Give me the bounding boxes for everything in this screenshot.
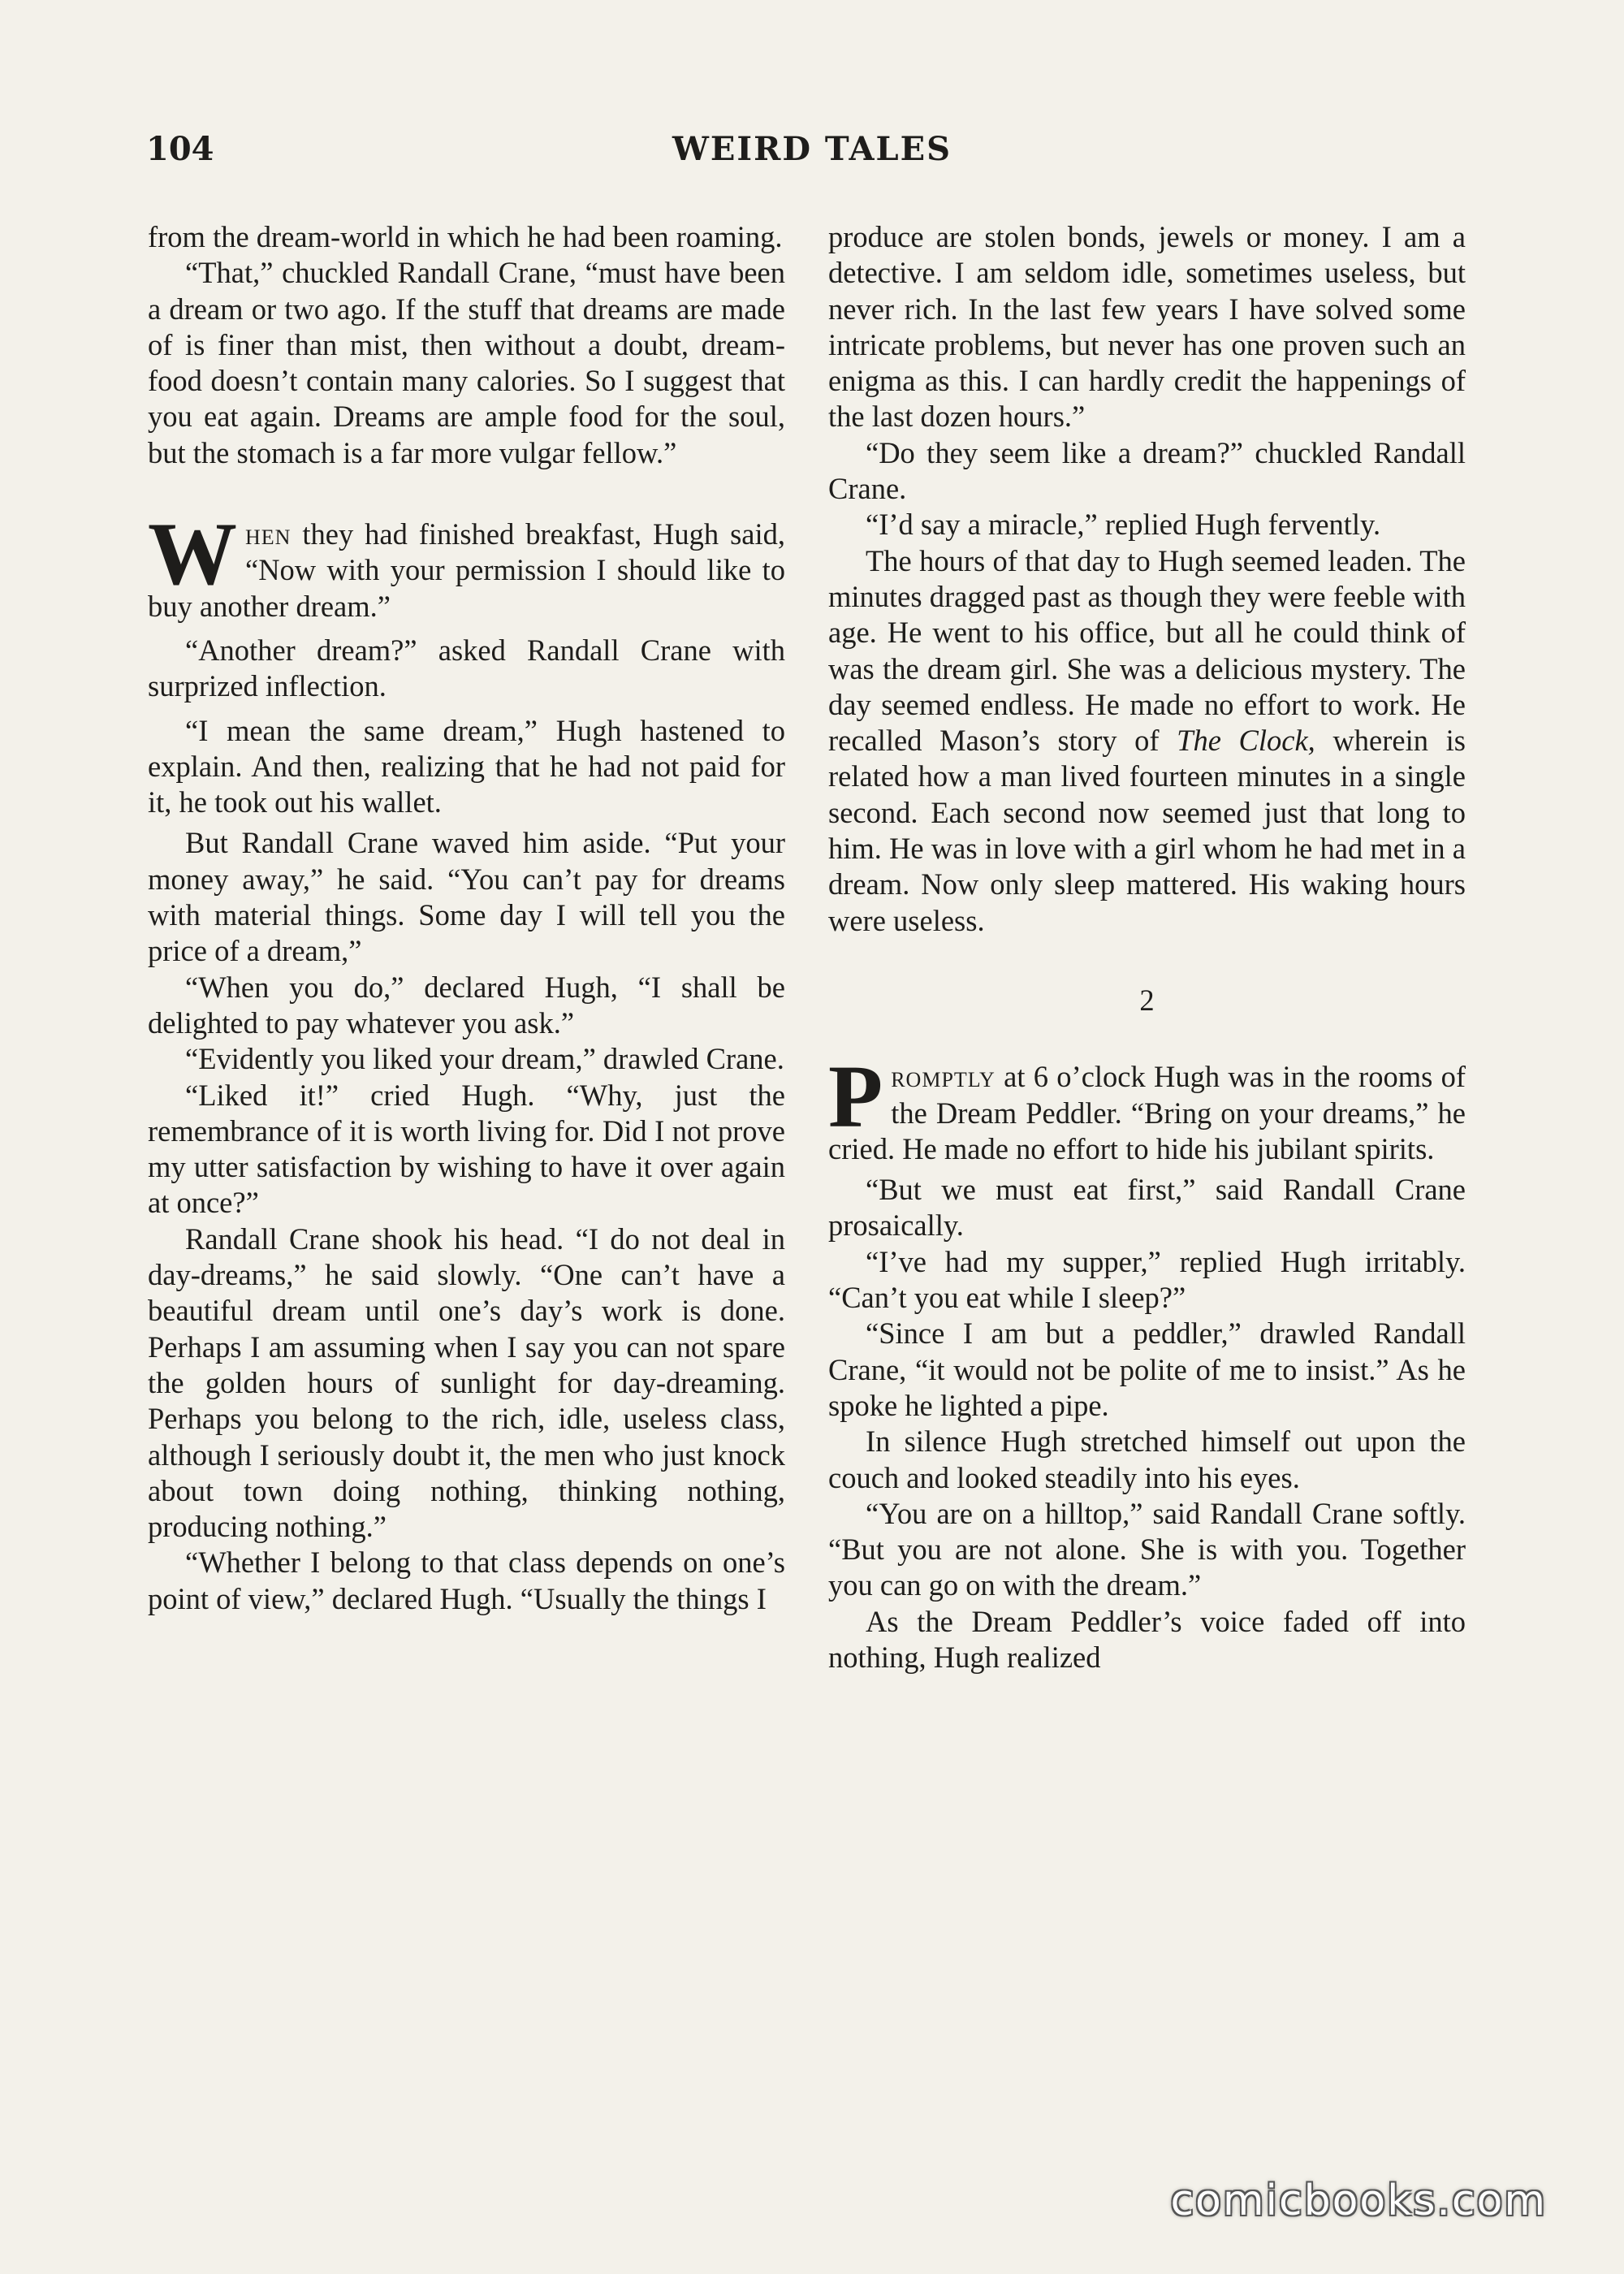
paragraph: As the Dream Peddler’s voice faded off into nothing, Hugh realized — [828, 1604, 1466, 1674]
paragraph: “Liked it!” cried Hugh. “Why, just the remembrance of it is worth living for. Did I not prove my utter satisfaction by wishing to have it over again at once?” — [148, 1078, 785, 1220]
paragraph: produce are stolen bonds, jewels or money. I am a detective. I am seldom idle, sometimes useless, but never rich. In the last few years I have solved some intricate problems, but never has one proven such an enigma as this. I can hardly credit the happenings of the last dozen hours.” — [828, 220, 1466, 434]
paragraph: In silence Hugh stretched himself out upon the couch and looked steadily into his eyes. — [828, 1424, 1466, 1494]
paragraph: “That,” chuckled Randall Crane, “must have been a dream or two ago. If the stuff that dreams are made of is finer than mist, then without a doubt, dream-food doesn’t contain many calories. So I suggest that you eat again. Dreams are ample food for the soul, but the stomach is a far more vulgar fellow.” — [148, 256, 785, 469]
paragraph: “I’d say a miracle,” replied Hugh fervently. — [866, 508, 1381, 542]
page-number: 104 — [146, 130, 214, 168]
page-header — [146, 130, 1478, 179]
paragraph-text: The hours of that day to Hugh seemed leaden. The minutes dragged past as though they were feeble with age. He went to his office, but all he could think of was the dream girl. She was a delicious mystery. The day seemed endless. He made no effort to work. He recalled Mason’s story of — [828, 543, 1466, 758]
paragraph: “You are on a hilltop,” said Randall Crane softly. “But you are not alone. She is with you. Together you can go on with the dream.” — [828, 1496, 1466, 1602]
paragraph: “I’ve had my supper,” replied Hugh irritably. “Can’t you eat while I sleep?” — [828, 1244, 1466, 1315]
paragraph-with-dropcap — [828, 1047, 1466, 1167]
section-number: 2 — [1139, 983, 1155, 1017]
drop-cap: W — [148, 504, 237, 604]
paragraph: “I mean the same dream,” Hugh hastened to explain. And then, realizing that he had not paid for it, he took out his wallet. — [148, 713, 785, 819]
right-column — [828, 219, 1466, 1675]
paragraph: “When you do,” declared Hugh, “I shall be delighted to pay whatever you ask.” — [148, 970, 785, 1040]
paragraph — [828, 543, 1466, 939]
paragraph-text: at 6 o’clock Hugh was in the rooms of the Dream Peddler. “Bring on your dreams,” he cried. He made no effort to hide his jubilant spirits. — [828, 1060, 1466, 1165]
drop-cap: P — [828, 1047, 883, 1147]
paragraph: “Another dream?” asked Randall Crane with surprized inflection. — [148, 633, 785, 703]
paragraph: “Whether I belong to that class depends on one’s point of view,” declared Hugh. “Usually the things I — [148, 1546, 785, 1615]
paragraph: “Since I am but a peddler,” drawled Randall Crane, “it would not be polite of me to insist.” As he spoke he lighted a pipe. — [828, 1316, 1466, 1422]
story-title: The Clock, — [1177, 724, 1315, 758]
paragraph: Randall Crane shook his head. “I do not deal in day-dreams,” he said slowly. “One can’t have a beautiful dream until one’s day’s work is done. Perhaps I am assuming when I say you can not spare the golden hours of sunlight for day-dreaming. Perhaps you belong to the rich, idle, useless class, although I seriously doubt it, the men who just knock about town doing nothing, thinking nothing, producing nothing.” — [148, 1221, 785, 1544]
paragraph-with-dropcap — [148, 504, 785, 625]
site-watermark: comicbooks.com — [1170, 2177, 1547, 2225]
paragraph: But Randall Crane waved him aside. “Put your money away,” he said. “You can’t pay for dreams with material things. Some day I will tell you the price of a dream,” — [148, 826, 785, 968]
small-caps-lead: romptly — [891, 1060, 996, 1094]
paragraph: “But we must eat first,” said Randall Crane prosaically. — [828, 1173, 1466, 1243]
paragraph: from the dream-world in which he had been roaming. — [148, 220, 783, 253]
paragraph: “Evidently you liked your dream,” drawled Crane. — [185, 1042, 784, 1076]
paragraph: “Do they seem like a dream?” chuckled Randall Crane. — [828, 435, 1466, 506]
small-caps-lead: hen — [245, 517, 292, 551]
running-title: WEIRD TALES — [672, 130, 952, 168]
paragraph-text: they had finished breakfast, Hugh said, “Now with your permission I should like to buy another dream.” — [148, 517, 785, 623]
paragraph-text: wherein is related how a man lived fourteen minutes in a single second. Each second now seemed just that long to him. He was in love with a girl whom he had met in a dream. Now only sleep mattered. His waking hours were useless. — [828, 724, 1466, 937]
left-column — [148, 219, 785, 1617]
